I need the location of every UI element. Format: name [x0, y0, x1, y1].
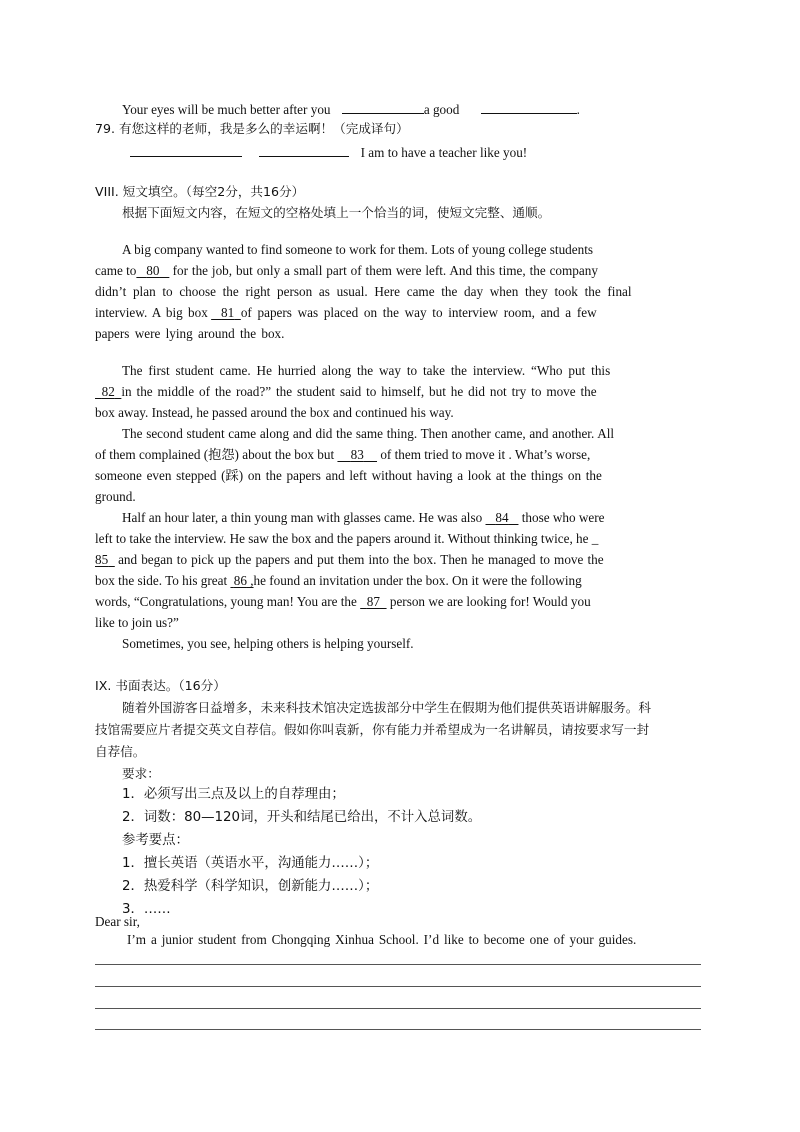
p4-line-3	[95, 551, 604, 569]
p2-line-1	[122, 362, 610, 380]
q78-line	[122, 99, 580, 119]
p4-text: person we are looking for! Would you	[389, 594, 591, 609]
p4-line-1	[122, 509, 605, 527]
p1-text: A big company wanted to find someone to work for them. Lots of young college students	[122, 242, 594, 257]
p4-text: box the side. To his great	[95, 573, 228, 588]
p4-line-4	[95, 572, 582, 590]
p1-text: papers were lying around the box.	[95, 326, 285, 341]
reference-point-3: 3．……	[122, 902, 171, 917]
p3-text: of them tried to move it . What’s worse,	[380, 447, 591, 462]
p3-text: ground.	[95, 489, 136, 504]
p3-line-2	[95, 446, 590, 464]
p1-line-3	[95, 283, 705, 301]
blank-82[interactable]	[95, 384, 121, 399]
reference-point-1: 1．擅长英语（英语水平，沟通能力……）；	[122, 856, 379, 871]
p1-line-4	[95, 304, 597, 322]
requirement-2: 2．词数：80—120词，开头和结尾已给出，不计入总词数。	[122, 810, 482, 825]
writing-line-1[interactable]	[95, 964, 701, 965]
q79-blank-2[interactable]	[259, 142, 349, 157]
section9-intro-1: 随着外国游客日益增多，未来科技术馆决定选拔部分中学生在假期为他们提供英语讲解服务。科	[122, 700, 651, 715]
p1-text: of papers was placed on the way to interview room, and a few	[240, 305, 597, 320]
q79-blank-1[interactable]	[130, 142, 242, 157]
blank-80[interactable]	[136, 263, 169, 278]
requirement-1: 1．必须写出三点及以上的自荐理由；	[122, 787, 345, 802]
p4-text: like to join us?”	[95, 615, 179, 630]
p1-text: didn’t plan to choose the right person as usual. Here came the day when they took the final	[95, 284, 632, 299]
blank-86-number: 86	[233, 573, 247, 588]
letter-opening	[127, 931, 636, 949]
letter-greeting: Dear sir,	[95, 914, 140, 929]
q79-number: 79.	[95, 121, 116, 136]
p4-text: and began to pick up the papers and put them into the box. Then he managed to move the	[118, 552, 604, 567]
p1-text: for the job, but only a small part of them were left. And this time, the company	[172, 263, 598, 278]
blank-84-number: 84	[495, 510, 509, 525]
q78-period: .	[576, 102, 580, 117]
blank-84[interactable]	[486, 510, 519, 525]
q79-answer-line	[130, 142, 527, 162]
p4-text: left to take the interview. He saw the box and the papers around it. Without thinking twice, he _	[95, 531, 599, 546]
p4-text: those who were	[521, 510, 605, 525]
p2-line-2	[95, 383, 597, 401]
p1-text: came to	[95, 263, 137, 278]
blank-85[interactable]	[95, 552, 115, 567]
reference-points-title: 参考要点：	[122, 833, 189, 848]
section8-instruction: 根据下面短文内容，在短文的空格处填上一个恰当的词，使短文完整、通顺。	[122, 205, 551, 220]
p2-text: in the middle of the road?” the student said to himself, but he did not try to move the	[121, 384, 597, 399]
p4-text: words, “Congratulations, young man! You are the	[95, 594, 357, 609]
p4-line-6	[95, 614, 179, 632]
writing-line-4[interactable]	[95, 1029, 701, 1030]
blank-81[interactable]	[211, 305, 241, 320]
p2-line-3	[95, 404, 454, 422]
section8-title: VIII. 短文填空。（每空2分，共16分）	[95, 184, 305, 199]
p3-line-1	[122, 425, 614, 443]
p4-line-5	[95, 593, 591, 611]
blank-83[interactable]	[337, 447, 377, 462]
p3-text: of them complained (抱怨) about the box but	[95, 447, 335, 462]
p1-line-2	[95, 262, 598, 280]
section9-intro-2: 技馆需要应片者提交英文自荐信。假如你叫袁新，你有能力并希望成为一名讲解员，请按要求写一封	[95, 722, 650, 737]
p3-text: someone even stepped (踩) on the papers and left without having a look at the things on the	[95, 468, 602, 483]
p3-text: The second student came along and did the same thing. Then another came, and another. All	[122, 426, 615, 441]
p4-line-2	[95, 530, 598, 548]
p5-line: Sometimes, you see, helping others is helping yourself.	[122, 636, 414, 651]
p2-text: box away. Instead, he passed around the box and continued his way.	[95, 405, 454, 420]
blank-87[interactable]	[360, 594, 386, 609]
blank-83-number: 83	[350, 447, 364, 462]
reference-point-2: 2．热爱科学（科学知识，创新能力……）；	[122, 879, 379, 894]
blank-82-number: 82	[101, 384, 115, 399]
q78-blank-2[interactable]	[481, 99, 577, 114]
p1-text: interview. A big box	[95, 305, 208, 320]
section9-title: IX. 书面表达。（16分）	[95, 678, 226, 693]
p4-text: Half an hour later, a thin young man with glasses came. He was also	[122, 510, 483, 525]
letter-opening-text: I’m a junior student from Chongqing Xinhua School. I’d like to become one of your guides.	[127, 932, 637, 947]
p1-line-5	[95, 325, 284, 343]
blank-85-number: 85	[95, 552, 109, 567]
writing-line-3[interactable]	[95, 1008, 701, 1009]
q78-text-2: a good	[423, 102, 460, 117]
section9-intro-3: 自荐信。	[95, 744, 146, 759]
p2-text: The first student came. He hurried along the way to take the interview. “Who put this	[122, 363, 611, 378]
p3-line-4	[95, 488, 136, 506]
q78-text-1: Your eyes will be much better after you	[122, 102, 331, 117]
p3-line-3	[95, 467, 602, 485]
blank-86[interactable]: 86 ,	[233, 573, 254, 588]
requirements-title: 要求：	[122, 766, 160, 781]
writing-line-2[interactable]	[95, 986, 701, 987]
blank-87-number: 87	[366, 594, 380, 609]
p1-line-1	[122, 241, 705, 259]
blank-80-number: 80	[146, 263, 160, 278]
q79-tail: I am to have a teacher like you!	[360, 145, 528, 160]
q79-prompt-text: 有您这样的老师，我是多么的幸运啊！（完成译句）	[119, 121, 409, 136]
blank-81-number: 81	[221, 305, 235, 320]
p4-text: he found an invitation under the box. On it were the following	[253, 573, 582, 588]
q78-blank-1[interactable]	[342, 99, 424, 114]
q79-prompt	[95, 120, 409, 138]
